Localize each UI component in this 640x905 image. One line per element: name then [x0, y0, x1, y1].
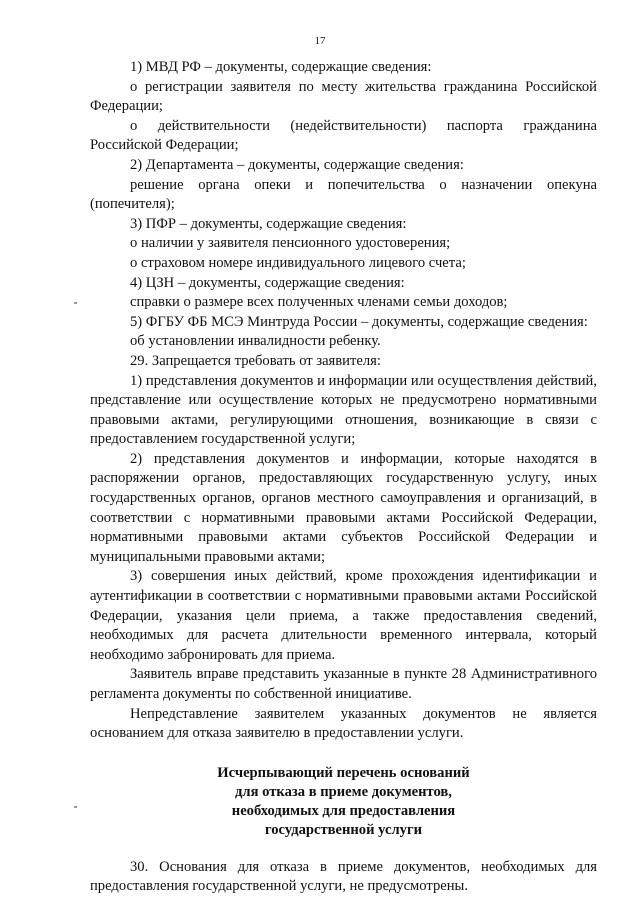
paragraph: справки о размере всех полученных членами семьи доходов; — [130, 294, 508, 311]
paragraph: 2) представления документов и информации, которые находятся в распоряжении органов, предоставляющих государственную услугу, иных государственных органов, органов местного самоуправления и организаций, в соответствии с нормативными правовыми актами Российской Федерации, нормативными правовыми актами субъектов Российской Федерации и муниципальными правовыми актами; — [90, 450, 597, 565]
paragraph: 1) представления документов и информации или осуществления действий, представление или осуществление которых не предусмотрено нормативными правовыми актами, регулирующими отношения, возникающие в связи с предоставлением государственной услуги; — [90, 372, 597, 448]
paragraph: Заявитель вправе представить указанные в пункте 28 Административного регламента документы по собственной инициативе. — [90, 666, 597, 702]
paragraph: 3) ПФР – документы, содержащие сведения: — [130, 215, 407, 232]
paragraph: Непредставление заявителем указанных документов не является основанием для отказа заявителю в предоставлении услуги. — [90, 705, 597, 742]
margin-mark — [74, 806, 77, 808]
paragraph: о страховом номере индивидуального лицевого счета; — [130, 254, 466, 271]
document-body — [90, 58, 597, 897]
paragraph: 4) ЦЗН – документы, содержащие сведения: — [130, 274, 405, 291]
heading-line: для отказа в приеме документов, — [235, 783, 452, 800]
paragraph: о регистрации заявителя по месту жительства гражданина Российской Федерации; — [90, 78, 597, 115]
paragraph: 30. Основания для отказа в приеме документов, необходимых для предоставления государственной услуги, не предусмотрены. — [90, 858, 597, 895]
section-heading — [90, 764, 597, 840]
paragraph: решение органа опеки и попечительства о назначении опекуна (попечителя); — [90, 176, 597, 213]
heading-line: необходимых для предоставления — [231, 802, 456, 819]
heading-line: государственной услуги — [264, 821, 423, 838]
heading-line: Исчерпывающий перечень оснований — [217, 764, 470, 781]
paragraph: 2) Департамента – документы, содержащие сведения: — [130, 156, 464, 173]
paragraph: об установлении инвалидности ребенку. — [130, 333, 381, 350]
margin-mark — [74, 302, 77, 304]
paragraph: 29. Запрещается требовать от заявителя: — [130, 352, 381, 369]
paragraph: о наличии у заявителя пенсионного удостоверения; — [130, 235, 451, 252]
paragraph: 5) ФГБУ ФБ МСЭ Минтруда России – документы, содержащие сведения: — [130, 313, 588, 330]
paragraph: о действительности (недействительности) паспорта гражданина Российской Федерации; — [90, 117, 597, 154]
paragraph: 3) совершения иных действий, кроме прохождения идентификации и аутентификации в соответствии с нормативными правовыми актами Российской Федерации, указания цели приема, а также предоставления сведений, необходимых для расчета длительности временного интервала, который необходимо забронировать для приема. — [90, 568, 597, 663]
paragraph: 1) МВД РФ – документы, содержащие сведения: — [130, 59, 432, 75]
page-number: 17 — [314, 35, 326, 47]
